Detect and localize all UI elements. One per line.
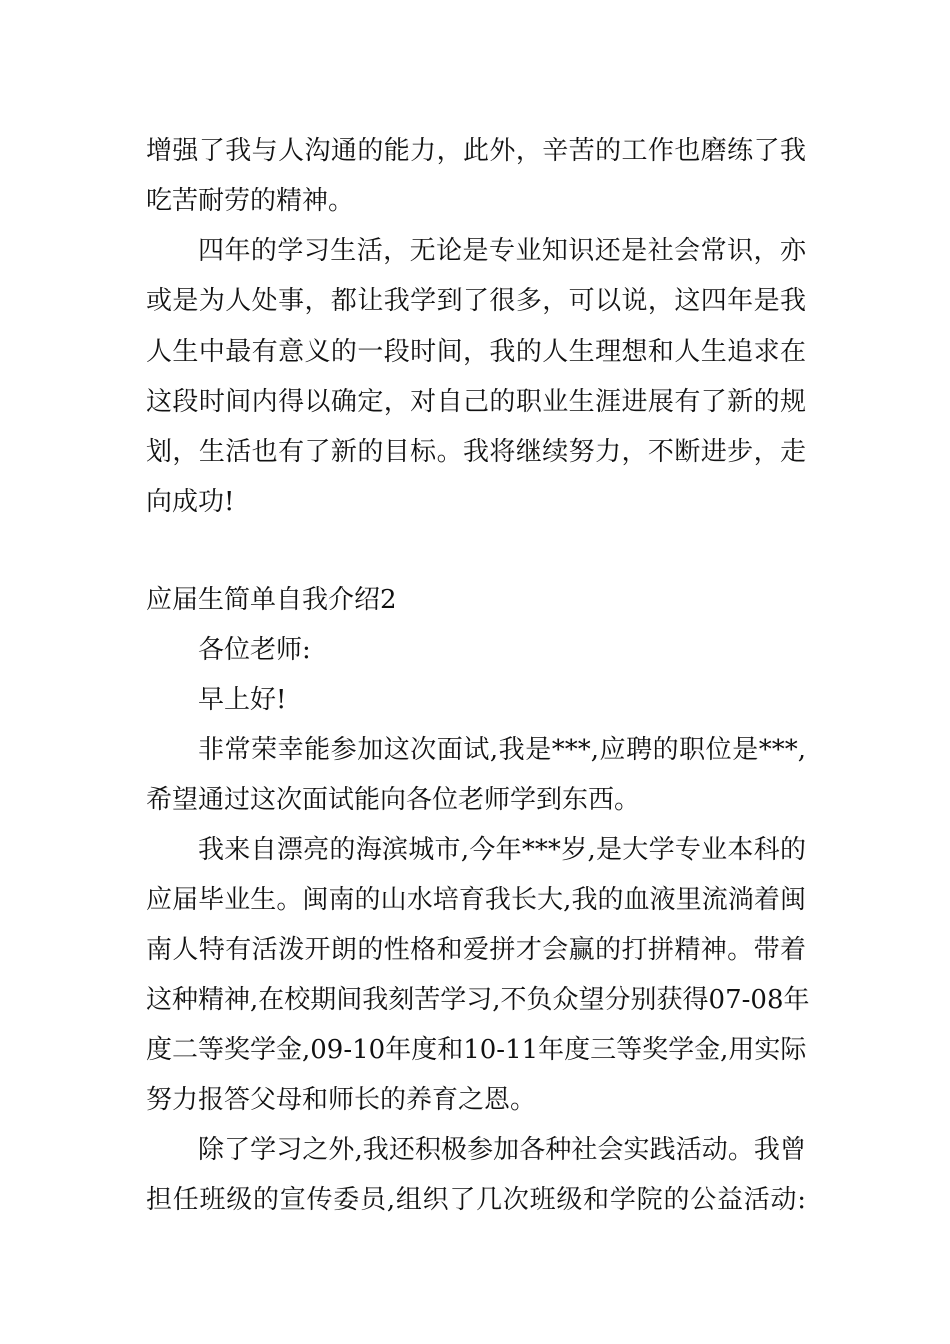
- text-line: 希望通过这次面试能向各位老师学到东西。: [146, 785, 641, 815]
- text-line: 向成功!: [146, 487, 235, 517]
- text-line: 努力报答父母和师长的养育之恩。: [146, 1085, 537, 1115]
- text-line: 非常荣幸能参加这次面试,我是***,应聘的职位是***,: [198, 735, 806, 765]
- text-line: 增强了我与人沟通的能力，此外，辛苦的工作也磨练了我: [146, 136, 806, 166]
- text-line: 度二等奖学金,09-10年度和10-11年度三等奖学金,用实际: [146, 1035, 807, 1065]
- text-line: 应届毕业生。闽南的山水培育我长大,我的血液里流淌着闽: [146, 885, 806, 915]
- text-line: 吃苦耐劳的精神。: [146, 186, 355, 216]
- text-line: 除了学习之外,我还积极参加各种社会实践活动。我曾: [198, 1135, 806, 1165]
- text-line: 或是为人处事，都让我学到了很多，可以说，这四年是我: [146, 286, 806, 316]
- text-line: 担任班级的宣传委员,组织了几次班级和学院的公益活动:: [146, 1185, 806, 1215]
- text-line: 人生中最有意义的一段时间，我的人生理想和人生追求在: [146, 337, 806, 367]
- text-line: 南人特有活泼开朗的性格和爱拼才会赢的打拼精神。带着: [146, 935, 806, 965]
- text-line: 四年的学习生活，无论是专业知识还是社会常识，亦: [198, 236, 806, 266]
- greeting: 早上好!: [198, 685, 287, 715]
- text-line: 这段时间内得以确定，对自己的职业生涯进展有了新的规: [146, 387, 806, 417]
- text-line: 划，生活也有了新的目标。我将继续努力，不断进步，走: [146, 437, 806, 467]
- section-title: 应届生简单自我介绍2: [146, 585, 397, 615]
- text-line: 我来自漂亮的海滨城市,今年***岁,是大学专业本科的: [198, 835, 806, 865]
- salutation: 各位老师:: [198, 635, 311, 665]
- text-line: 这种精神,在校期间我刻苦学习,不负众望分别获得07-08年: [146, 985, 810, 1015]
